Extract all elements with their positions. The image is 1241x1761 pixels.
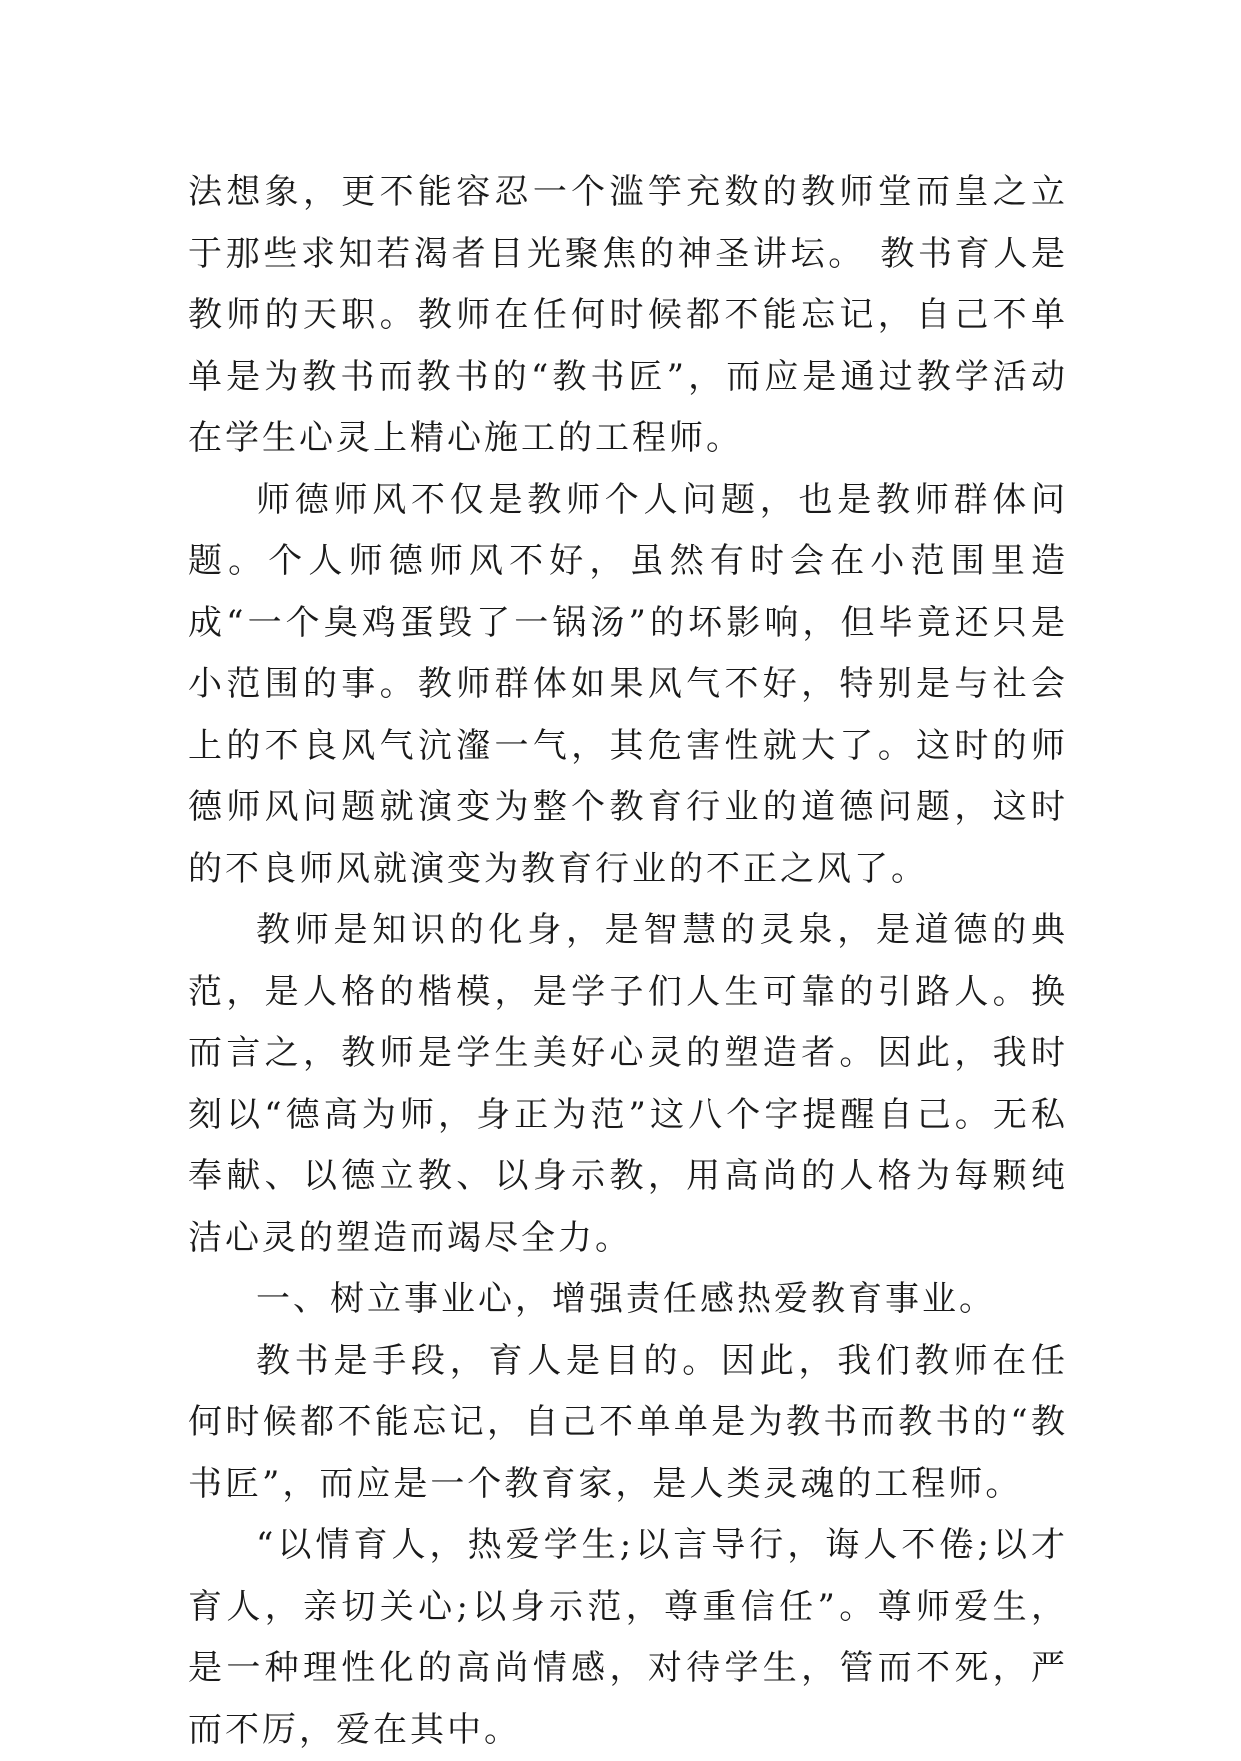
document-body [188,162,1068,1761]
paragraph-5: 教书是手段，育人是目的。因此，我们教师在任何时候都不能忘记，自己不单单是为教书而教书的“教书匠”，而应是一个教育家，是人类灵魂的工程师。 [188,1340,1068,1504]
paragraph-1: 法想象，更不能容忍一个滥竽充数的教师堂而皇之立于那些求知若渴者目光聚焦的神圣讲坛。 教书育人是教师的天职。教师在任何时候都不能忘记，自己不单单是为教书而教书的“教书匠”，而应是通过教学活动在学生心灵上精心施工的工程师。 [188,172,1068,458]
paragraph-2: 师德师风不仅是教师个人问题，也是教师群体问题。个人师德师风不好，虽然有时会在小范围里造成“一个臭鸡蛋毁了一锅汤”的坏影响，但毕竟还只是小范围的事。教师群体如果风气不好，特别是与社会上的不良风气沆瀣一气，其危害性就大了。这时的师德师风问题就演变为整个教育行业的道德问题，这时的不良师风就演变为教育行业的不正之风了。 [188,479,1068,889]
paragraph-6: “以情育人，热爱学生;以言导行，诲人不倦;以才育人，亲切关心;以身示范，尊重信任”。尊师爱生，是一种理性化的高尚情感，对待学生，管而不死，严而不厉，爱在其中。 [188,1525,1068,1750]
paragraph-3: 教师是知识的化身，是智慧的灵泉，是道德的典范，是人格的楷模，是学子们人生可靠的引路人。换而言之，教师是学生美好心灵的塑造者。因此，我时刻以“德高为师，身正为范”这八个字提醒自己。无私奉献、以德立教、以身示教，用高尚的人格为每颗纯洁心灵的塑造而竭尽全力。 [188,910,1068,1258]
section-heading: 一、树立事业心，增强责任感热爱教育事业。 [256,1279,996,1319]
